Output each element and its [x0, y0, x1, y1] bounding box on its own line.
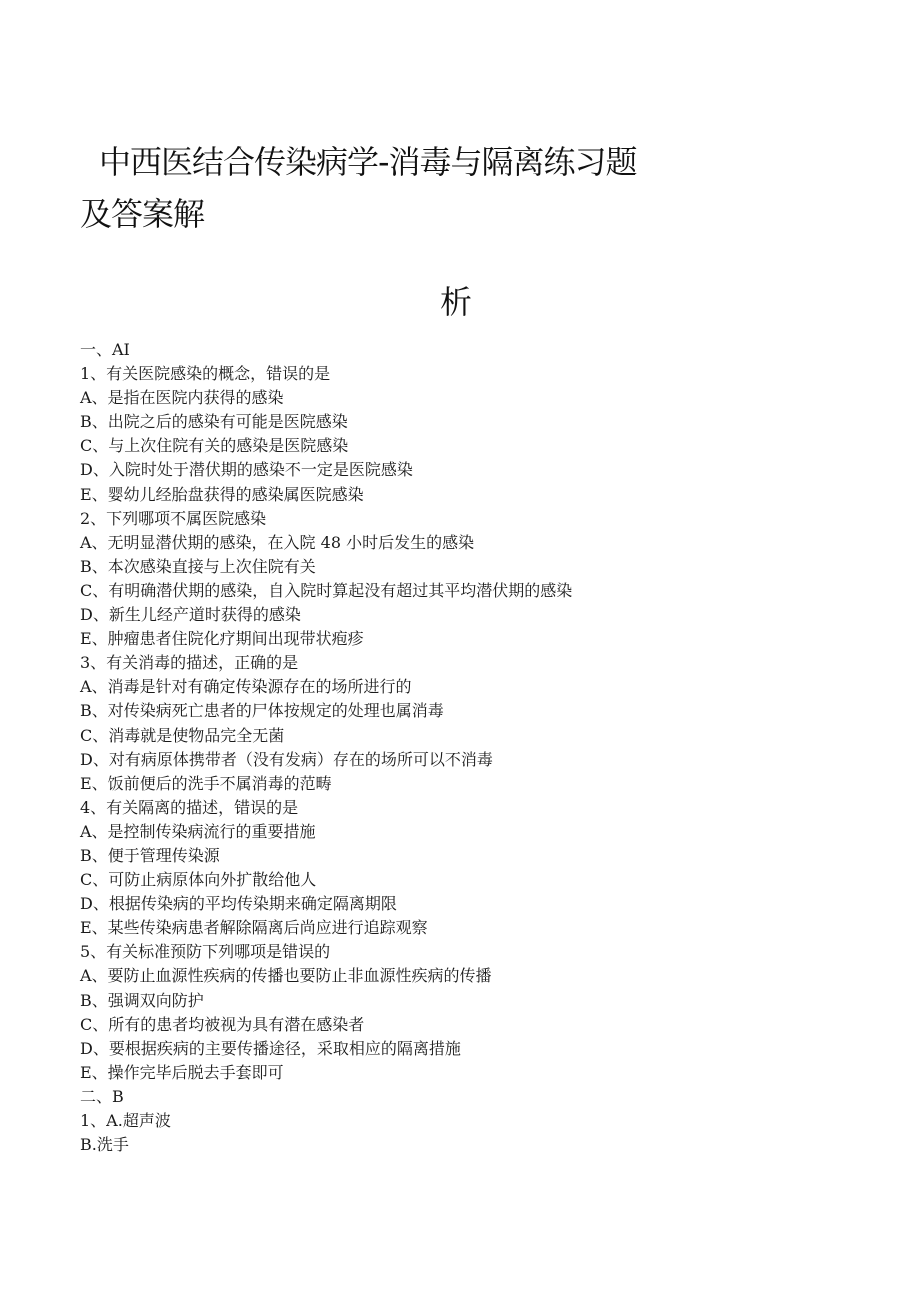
b-question-1-option-a: 1、A.超声波 — [80, 1111, 171, 1130]
question-1: 1、有关医院感染的概念，错误的是 — [80, 364, 331, 384]
question-2-option-d: D、新生儿经产道时获得的感染 — [80, 605, 301, 625]
question-3-option-a: A、消毒是针对有确定传染源存在的场所进行的 — [80, 677, 412, 697]
question-3-option-b: B、对传染病死亡患者的尸体按规定的处理也属消毒 — [80, 701, 444, 721]
question-5: 5、有关标准预防下列哪项是错误的 — [80, 942, 331, 962]
question-2-option-e: E、肿瘤患者住院化疗期间出现带状疱疹 — [80, 629, 364, 649]
question-1-option-a: A、是指在医院内获得的感染 — [80, 388, 284, 408]
question-2-option-c: C、有明确潜伏期的感染，自入院时算起没有超过其平均潜伏期的感染 — [80, 580, 573, 600]
question-4-option-a: A、是控制传染病流行的重要措施 — [80, 821, 316, 841]
question-5-option-e: E、操作完毕后脱去手套即可 — [80, 1062, 284, 1082]
question-5-option-d: D、要根据疾病的主要传播途径，采取相应的隔离措施 — [80, 1038, 461, 1058]
question-4-option-b: B、便于管理传染源 — [80, 845, 220, 865]
question-4-option-c: C、可防止病原体向外扩散给他人 — [80, 870, 317, 890]
section-heading-a1: 一、AI — [80, 340, 130, 359]
question-2: 2、下列哪项不属医院感染 — [80, 508, 267, 528]
question-1-option-b: B、出院之后的感染有可能是医院感染 — [80, 412, 348, 432]
question-4-option-e: E、某些传染病患者解除隔离后尚应进行追踪观察 — [80, 918, 428, 938]
question-5-option-a: A、要防止血源性疾病的传播也要防止非血源性疾病的传播 — [80, 966, 492, 986]
question-1-option-c: C、与上次住院有关的感染是医院感染 — [80, 436, 349, 456]
question-3-option-c: C、消毒就是使物品完全无菌 — [80, 725, 285, 745]
document-title-line-1: 中西医结合传染病学-消毒与隔离练习题 — [99, 143, 637, 181]
question-2-option-a: A、无明显潜伏期的感染，在入院 48 小时后发生的感染 — [80, 532, 475, 552]
question-3: 3、有关消毒的描述，正确的是 — [80, 653, 299, 673]
document-title-line-2: 及答案解 — [80, 195, 205, 233]
question-1-option-e: E、婴幼儿经胎盘获得的感染属医院感染 — [80, 484, 364, 504]
b-question-1-option-b: B.洗手 — [80, 1135, 129, 1155]
question-4-option-d: D、根据传染病的平均传染期来确定隔离期限 — [80, 894, 397, 914]
document-title-line-3: 析 — [440, 283, 472, 321]
question-3-option-d: D、对有病原体携带者（没有发病）存在的场所可以不消毒 — [80, 749, 493, 769]
question-2-option-b: B、本次感染直接与上次住院有关 — [80, 556, 316, 576]
section-heading-b: 二、B — [80, 1086, 124, 1106]
question-4: 4、有关隔离的描述，错误的是 — [80, 797, 299, 817]
question-3-option-e: E、饭前便后的洗手不属消毒的范畴 — [80, 773, 332, 793]
question-5-option-b: B、强调双向防护 — [80, 990, 204, 1010]
document-body — [80, 338, 880, 1157]
question-1-option-d: D、入院时处于潜伏期的感染不一定是医院感染 — [80, 460, 413, 480]
question-5-option-c: C、所有的患者均被视为具有潜在感染者 — [80, 1014, 365, 1034]
